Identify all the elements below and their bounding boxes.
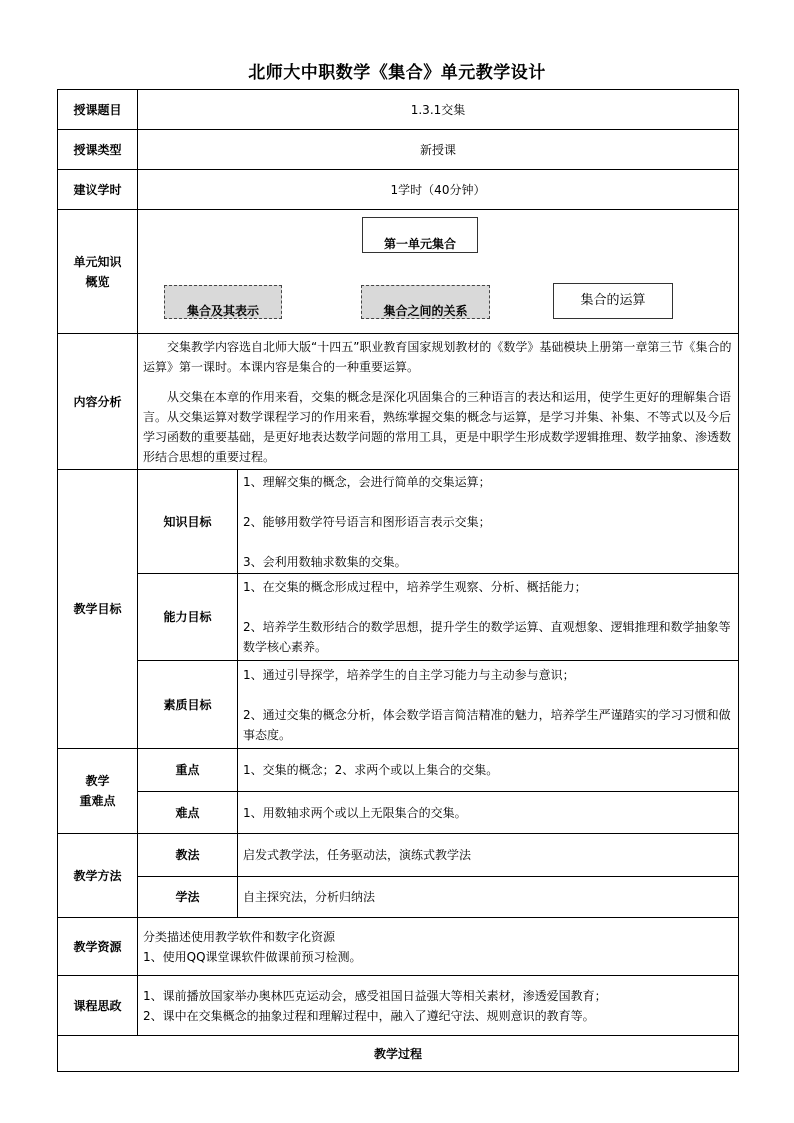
diagram-box-operations: 集合的运算 — [553, 283, 673, 319]
analysis-content — [138, 334, 739, 470]
row-ideology — [58, 976, 739, 1036]
row-analysis — [58, 334, 739, 470]
row-type — [58, 130, 739, 170]
ideology-content — [138, 976, 739, 1036]
keypoints-label-line1: 教学 — [85, 774, 110, 788]
row-goal-knowledge — [58, 470, 739, 574]
overview-label — [58, 210, 138, 334]
type-label: 授课类型 — [58, 130, 138, 170]
ability-goal-item: 2、培养学生数形结合的数学思想，提升学生的数学运算、直观想象、逻辑推理和数学抽象等数学核心素养。 — [243, 620, 731, 654]
diagram-top-box: 第一单元集合 — [362, 217, 478, 253]
knowledge-goal-item: 1、理解交集的概念，会进行简单的交集运算； — [243, 474, 491, 489]
hours-label: 建议学时 — [58, 170, 138, 210]
ideology-label: 课程思政 — [58, 976, 138, 1036]
resources-content — [138, 918, 739, 976]
ability-goal-content — [238, 574, 739, 661]
quality-goal-content — [238, 661, 739, 749]
row-topic — [58, 90, 739, 130]
topic-value: 1.3.1交集 — [138, 90, 739, 130]
key-point-label: 重点 — [138, 749, 238, 792]
topic-label: 授课题目 — [58, 90, 138, 130]
row-key-point — [58, 749, 739, 792]
row-teaching-method — [58, 834, 739, 877]
ability-goal-label: 能力目标 — [138, 574, 238, 661]
quality-goal-item: 1、通过引导探学，培养学生的自主学习能力与主动参与意识； — [243, 667, 575, 682]
ideology-line-1: 1、课前播放国家举办奥林匹克运动会，感受祖国日益强大等相关素材，渗透爱国教育； — [143, 988, 607, 1003]
analysis-label: 内容分析 — [58, 334, 138, 470]
diagram-box-representation: 集合及其表示 — [164, 285, 282, 319]
knowledge-goal-label: 知识目标 — [138, 470, 238, 574]
type-value: 新授课 — [138, 130, 739, 170]
learning-method-value: 自主探究法，分析归纳法 — [238, 877, 739, 918]
row-process — [58, 1036, 739, 1072]
knowledge-goal-content — [238, 470, 739, 574]
knowledge-goal-item: 2、能够用数学符号语言和图形语言表示交集； — [243, 514, 491, 529]
diagram-box-relations: 集合之间的关系 — [361, 285, 490, 319]
row-overview — [58, 210, 739, 334]
page-title: 北师大中职数学《集合》单元教学设计 — [248, 63, 546, 83]
analysis-paragraph-2: 从交集在本章的作用来看，交集的概念是深化巩固集合的三种语言的表达和运用，使学生更好的理解集合语言。从交集运算对数学课程学习的作用来看，熟练掌握交集的概念与运算，是学习并集、补集、不等式以及今后学习函数的重要基础，是更好地表达数学问题的常用工具，更是中职学生形成数学逻辑推理、数学抽象、渗透数形结合思想的重要过程。 — [143, 389, 732, 464]
teaching-method-value: 启发式教学法，任务驱动法，演练式教学法 — [238, 834, 739, 877]
resources-line-1: 分类描述使用教学软件和数字化资源 — [143, 929, 336, 944]
overview-label-line1: 单元知识 — [73, 254, 122, 269]
process-heading: 教学过程 — [58, 1036, 739, 1072]
difficult-point-label: 难点 — [138, 792, 238, 834]
overview-diagram-cell — [138, 210, 739, 334]
row-resources — [58, 918, 739, 976]
methods-label: 教学方法 — [58, 834, 138, 918]
key-point-value: 1、交集的概念；2、求两个或以上集合的交集。 — [238, 749, 739, 792]
hours-value: 1学时（40分钟） — [138, 170, 739, 210]
learning-method-label: 学法 — [138, 877, 238, 918]
overview-label-line2: 概览 — [85, 274, 110, 289]
lesson-plan-table — [57, 89, 739, 1072]
quality-goal-item: 2、通过交集的概念分析，体会数学语言简洁精准的魅力，培养学生严谨踏实的学习习惯和做事态度。 — [243, 707, 731, 742]
ability-goal-item: 1、在交集的概念形成过程中，培养学生观察、分析、概括能力； — [243, 580, 587, 594]
teaching-method-label: 教法 — [138, 834, 238, 877]
row-goal-quality — [58, 661, 739, 749]
row-goal-ability — [58, 574, 739, 661]
goals-label: 教学目标 — [58, 470, 138, 749]
difficult-point-value: 1、用数轴求两个或以上无限集合的交集。 — [238, 792, 739, 834]
row-hours — [58, 170, 739, 210]
quality-goal-label: 素质目标 — [138, 661, 238, 749]
unit-diagram — [138, 211, 738, 333]
analysis-paragraph-1: 交集教学内容选自北师大版“十四五”职业教育国家规划教材的《数学》基础模块上册第一章第三节《集合的运算》第一课时。本课内容是集合的一种重要运算。 — [143, 339, 732, 374]
ideology-line-2: 2、课中在交集概念的抽象过程和理解过程中，融入了遵纪守法、规则意识的教育等。 — [143, 1008, 595, 1023]
row-difficult-point — [58, 792, 739, 834]
resources-line-2: 1、使用QQ课堂课软件做课前预习检测。 — [143, 949, 362, 964]
resources-label: 教学资源 — [58, 918, 138, 976]
row-learning-method — [58, 877, 739, 918]
keypoints-label — [58, 749, 138, 834]
keypoints-label-line2: 重难点 — [79, 794, 116, 808]
knowledge-goal-item: 3、会利用数轴求数集的交集。 — [243, 554, 407, 569]
